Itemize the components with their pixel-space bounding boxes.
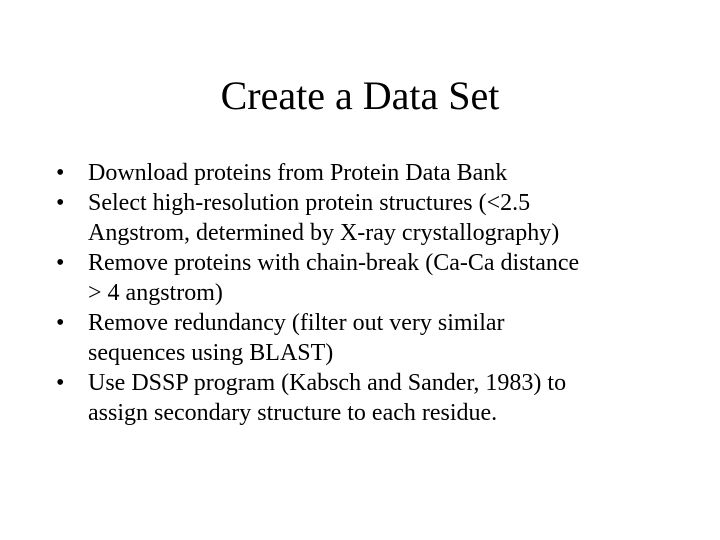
bullet-icon: •	[56, 310, 65, 336]
bullet-item-remove-redundancy	[56, 308, 686, 368]
bullet-icon: •	[56, 250, 65, 276]
bullet-item-select	[56, 188, 686, 248]
bullet-text-line: assign secondary structure to each residue.	[88, 400, 498, 426]
bullet-text-line: Select high-resolution protein structures (<2.5	[88, 190, 531, 216]
bullet-item-dssp	[56, 368, 686, 428]
bullet-icon: •	[56, 160, 65, 186]
bullet-text-line: sequences using BLAST)	[88, 340, 334, 366]
bullet-item-remove-chain-break	[56, 248, 686, 308]
bullet-text-line: Use DSSP program (Kabsch and Sander, 1983) to	[88, 370, 567, 396]
bullet-list	[56, 158, 686, 428]
bullet-text-line: Remove redundancy (filter out very similar	[88, 310, 505, 336]
bullet-item-download	[56, 158, 686, 188]
bullet-text-line: > 4 angstrom)	[88, 280, 223, 306]
slide-title: Create a Data Set	[220, 73, 500, 118]
bullet-icon: •	[56, 370, 65, 396]
bullet-text-line: Download proteins from Protein Data Bank	[88, 160, 508, 186]
bullet-text-line: Angstrom, determined by X-ray crystallography)	[88, 220, 560, 246]
bullet-text-line: Remove proteins with chain-break (Ca-Ca distance	[88, 250, 580, 276]
bullet-icon: •	[56, 190, 65, 216]
